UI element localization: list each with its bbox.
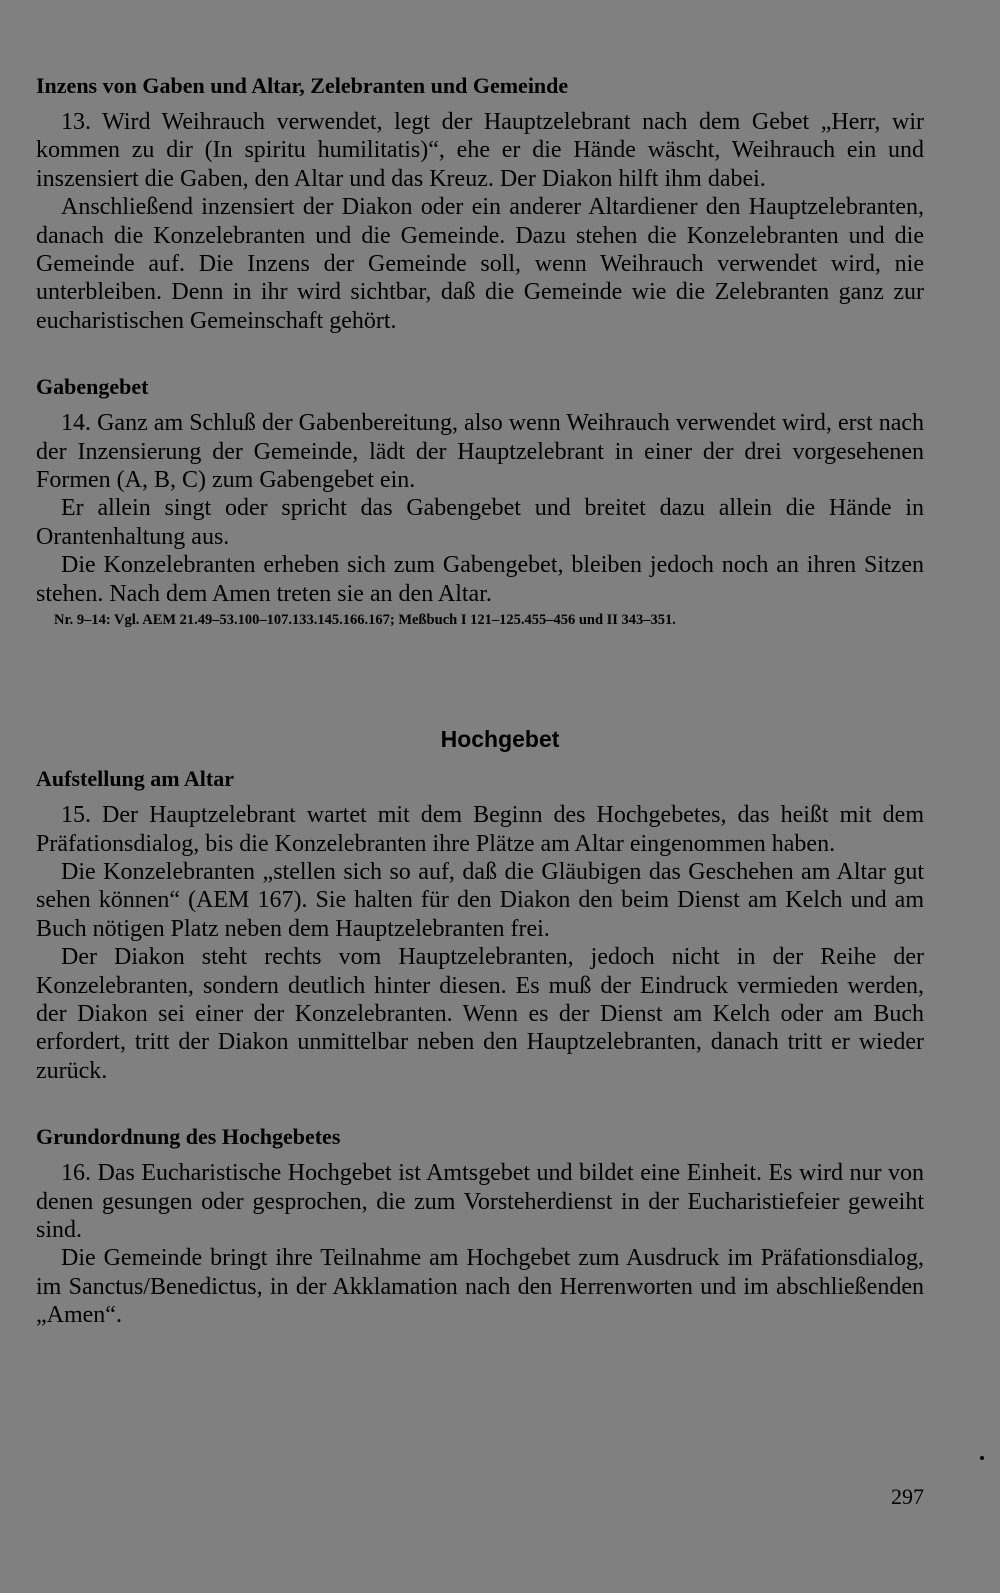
section-heading-grundordnung: Grundordnung des Hochgebetes bbox=[36, 1124, 341, 1150]
section-heading-gabengebet: Gabengebet bbox=[36, 374, 149, 400]
section-heading-aufstellung: Aufstellung am Altar bbox=[36, 766, 234, 792]
paragraph-16-continued: Die Gemeinde bringt ihre Teilnahme am Hochgebet zum Ausdruck im Präfationsdialog, im Sanctus/Benedictus, in der Akklamation nach den Herrenworten und im abschließenden „Amen“. bbox=[36, 1245, 924, 1329]
paragraph-13-continued: Anschließend inzensiert der Diakon oder ein anderer Altardiener den Hauptzelebranten, danach die Konzelebranten und die Gemeinde. Dazu stehen die Konzelebranten und die Gemeinde auf. Die Inzens der Gemeinde soll, wenn Weihrauch verwendet wird, nie unterbleiben. Denn in ihr wird sichtbar, daß die Gemeinde wie die Zelebranten ganz zur eucharistischen Gemeinschaft gehört. bbox=[36, 194, 924, 334]
paragraph-15-continued-2: Der Diakon steht rechts vom Hauptzelebranten, jedoch nicht in der Reihe der Konzelebranten, sondern deutlich hinter diesen. Es muß der Eindruck vermieden werden, der Diakon sei einer der Konzelebranten. Wenn es der Dienst am Kelch oder am Buch erfordert, tritt der Diakon unmittelbar neben den Hauptzelebranten, danach tritt er wieder zurück. bbox=[36, 944, 924, 1084]
stray-dot-mark bbox=[980, 1456, 984, 1460]
paragraph-16: 16. Das Eucharistische Hochgebet ist Amtsgebet und bildet eine Einheit. Es wird nur von denen gesungen oder gesprochen, die zum Vorsteherdienst in der Eucharistiefeier geweiht sind. bbox=[36, 1160, 924, 1243]
section-heading-inzens: Inzens von Gaben und Altar, Zelebranten und Gemeinde bbox=[36, 73, 569, 98]
paragraph-14: 14. Ganz am Schluß der Gabenbereitung, also wenn Weihrauch verwendet wird, erst nach der Inzensierung der Gemeinde, lädt der Hauptzelebrant in einer der drei vorgesehenen Formen (A, B, C) zum Gabengebet ein. bbox=[36, 410, 924, 494]
page-number: 297 bbox=[891, 1484, 924, 1509]
paragraph-13: 13. Wird Weihrauch verwendet, legt der Hauptzelebrant nach dem Gebet „Herr, wir kommen zu dir (In spiritu humilitatis)“, ehe er die Hände wäscht, Weihrauch ein und inszensiert die Gaben, den Altar und das Kreuz. Der Diakon hilft ihm dabei. bbox=[36, 109, 924, 192]
chapter-title-hochgebet: Hochgebet bbox=[440, 726, 560, 753]
paragraph-14-continued-1: Er allein singt oder spricht das Gabengebet und breitet dazu allein die Hände in Orantenhaltung aus. bbox=[36, 495, 924, 550]
paragraph-15-continued-1: Die Konzelebranten „stellen sich so auf, daß die Gläubigen das Geschehen am Altar gut sehen können“ (AEM 167). Sie halten für den Diakon den beim Dienst am Kelch und am Buch nötigen Platz neben dem Hauptzelebranten frei. bbox=[36, 858, 924, 942]
reference-note: Nr. 9–14: Vgl. AEM 21.49–53.100–107.133.145.166.167; Meßbuch I 121–125.455–456 und II 343–351. bbox=[54, 612, 676, 629]
paragraph-15: 15. Der Hauptzelebrant wartet mit dem Beginn des Hochgebetes, das heißt mit dem Präfationsdialog, bis die Konzelebranten ihre Plätze am Altar eingenommen haben. bbox=[36, 802, 924, 857]
paragraph-14-continued-2: Die Konzelebranten erheben sich zum Gabengebet, bleiben jedoch noch an ihren Sitzen stehen. Nach dem Amen treten sie an den Altar. bbox=[36, 552, 924, 607]
